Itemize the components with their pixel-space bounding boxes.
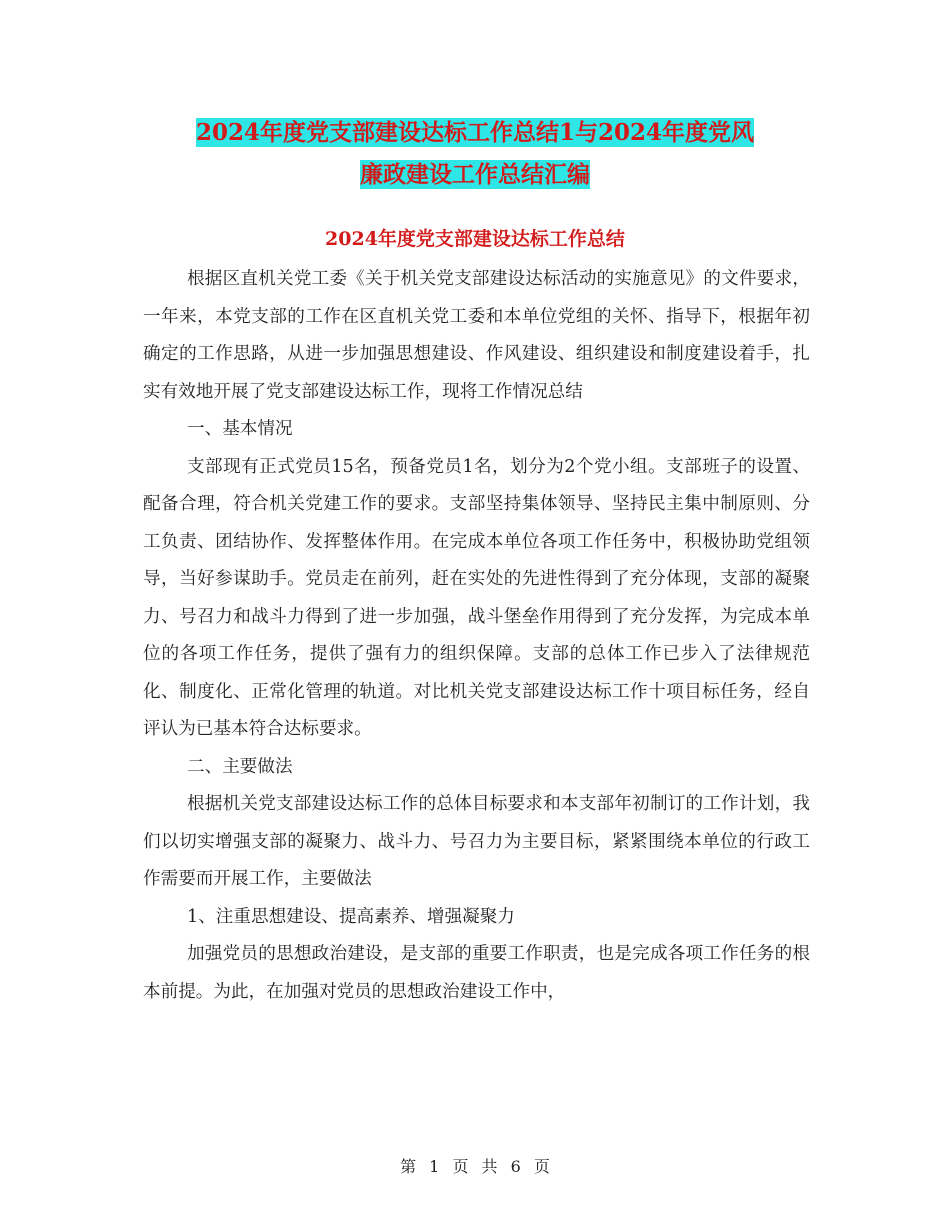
document-body bbox=[143, 261, 810, 1011]
section-heading: 一、基本情况 bbox=[187, 419, 293, 439]
section-title: 2024年度党支部建设达标工作总结 bbox=[325, 228, 625, 250]
paragraph: 加强党员的思想政治建设，是支部的重要工作职责，也是完成各项工作任务的根本前提。为此，在加强对党员的思想政治建设工作中， bbox=[143, 944, 810, 1002]
document-title-line-1 bbox=[0, 114, 950, 147]
paragraph: 根据机关党支部建设达标工作的总体目标要求和本支部年初制订的工作计划，我们以切实增强支部的凝聚力、战斗力、号召力为主要目标，紧紧围绕本单位的行政工作需要而开展工作，主要做法 bbox=[143, 794, 810, 889]
document-title-line-2 bbox=[0, 156, 950, 189]
title-highlight-2: 廉政建设工作总结汇编 bbox=[360, 161, 590, 188]
subsection-heading: 1、注重思想建设、提高素养、增强凝聚力 bbox=[187, 906, 515, 927]
page-footer: 第 1 页 共 6 页 bbox=[400, 1157, 550, 1176]
title-highlight-1: 2024年度党支部建设达标工作总结1与2024年度党风 bbox=[195, 119, 755, 146]
paragraph: 根据区直机关党工委《关于机关党支部建设达标活动的实施意见》的文件要求，一年来，本党支部的工作在区直机关党工委和本单位党组的关怀、指导下，根据年初确定的工作思路，从进一步加强思想建设、作风建设、组织建设和制度建设着手，扎实有效地开展了党支部建设达标工作，现将工作情况总结 bbox=[143, 269, 810, 402]
paragraph: 支部现有正式党员15名，预备党员1名，划分为2个党小组。支部班子的设置、配备合理，符合机关党建工作的要求。支部坚持集体领导、坚持民主集中制原则、分工负责、团结协作、发挥整体作用。在完成本单位各项工作任务中，积极协助党组领导，当好参谋助手。党员走在前列，赶在实处的先进性得到了充分体现，支部的凝聚力、号召力和战斗力得到了进一步加强，战斗堡垒作用得到了充分发挥，为完成本单位的各项工作任务，提供了强有力的组织保障。支部的总体工作已步入了法律规范化、制度化、正常化管理的轨道。对比机关党支部建设达标工作十项目标任务，经自评认为已基本符合达标要求。 bbox=[143, 456, 810, 739]
section-heading: 二、主要做法 bbox=[187, 756, 293, 777]
